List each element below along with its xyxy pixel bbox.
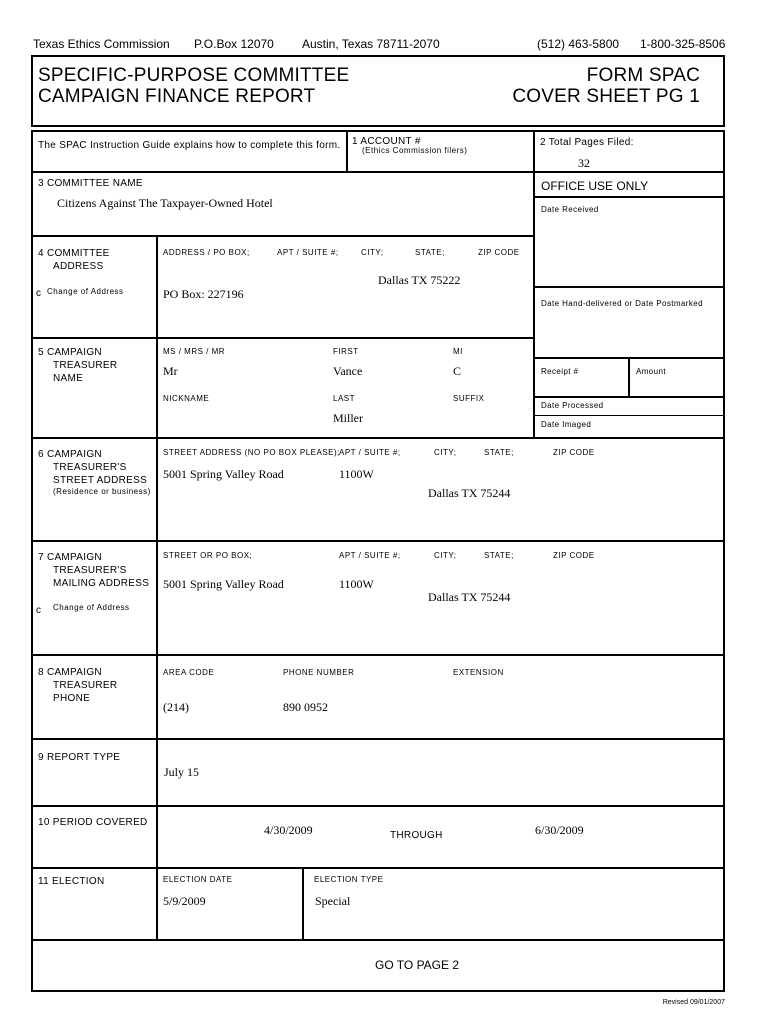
divider <box>31 540 725 542</box>
go-to-page-2: GO TO PAGE 2 <box>375 958 460 972</box>
report-type-value[interactable]: July 15 <box>164 765 200 779</box>
treasurer-last-value[interactable]: Miller <box>333 411 363 425</box>
divider <box>628 357 630 397</box>
date-imaged-label: Date Imaged <box>541 420 592 429</box>
street-address-label-2: TREASURER'S <box>53 462 127 473</box>
agency-city: Austin, Texas 78711-2070 <box>302 37 440 51</box>
street-apt-header: APT / SUITE #; <box>339 448 401 457</box>
change-address-label: Change of Address <box>47 287 124 296</box>
mailing-zip-header: ZIP CODE <box>553 551 595 560</box>
divider <box>533 130 535 172</box>
period-to-value[interactable]: 6/30/2009 <box>535 823 584 837</box>
mailing-street-value[interactable]: 5001 Spring Valley Road <box>163 577 284 591</box>
election-date-header: ELECTION DATE <box>163 875 233 884</box>
account-label: 1 ACCOUNT # <box>352 136 421 147</box>
zip-header: ZIP CODE <box>478 248 520 257</box>
street-zip-header: ZIP CODE <box>553 448 595 457</box>
state-header: STATE; <box>415 248 445 257</box>
area-code-value[interactable]: (214) <box>163 700 189 714</box>
amount-label: Amount <box>636 367 666 376</box>
through-label: THROUGH <box>390 830 443 841</box>
apt-header: APT / SUITE #; <box>277 248 339 257</box>
divider <box>31 235 533 237</box>
committee-address-label-2: ADDRESS <box>53 261 104 272</box>
instruction-text: The SPAC Instruction Guide explains how to complete this form. <box>38 140 341 151</box>
last-name-header: LAST <box>333 394 356 403</box>
address-header: ADDRESS / PO BOX; <box>163 248 250 257</box>
mailing-city-header: CITY; <box>434 551 457 560</box>
phone-label-2: TREASURER <box>53 680 118 691</box>
committee-name-value[interactable]: Citizens Against The Taxpayer-Owned Hotel <box>57 196 273 210</box>
divider <box>533 196 725 198</box>
divider <box>346 130 348 172</box>
divider <box>156 337 158 438</box>
account-sublabel: (Ethics Commission filers) <box>362 146 468 155</box>
divider <box>533 396 725 398</box>
election-type-value[interactable]: Special <box>315 894 351 908</box>
period-from-value[interactable]: 4/30/2009 <box>264 823 313 837</box>
street-apt-value[interactable]: 1100W <box>339 467 374 481</box>
report-title-line2: CAMPAIGN FINANCE REPORT <box>38 86 316 107</box>
phone-number-header: PHONE NUMBER <box>283 668 355 677</box>
agency-phone: (512) 463-5800 <box>537 37 620 51</box>
total-pages-label: 2 Total Pages Filed: <box>540 137 634 148</box>
treasurer-title-value[interactable]: Mr <box>163 364 178 378</box>
treasurer-name-label-3: NAME <box>53 373 84 384</box>
revised-date: Revised 09/01/2007 <box>662 999 725 1006</box>
mailing-apt-value[interactable]: 1100W <box>339 577 374 591</box>
first-name-header: FIRST <box>333 347 359 356</box>
committee-name-label: 3 COMMITTEE NAME <box>38 178 143 189</box>
divider <box>31 171 725 173</box>
date-processed-label: Date Processed <box>541 401 604 410</box>
phone-number-value[interactable]: 890 0952 <box>283 700 328 714</box>
treasurer-name-label: 5 CAMPAIGN <box>38 347 102 358</box>
form-frame <box>31 130 725 992</box>
mailing-city-state-zip[interactable]: Dallas TX 75244 <box>428 590 511 604</box>
divider <box>156 235 158 338</box>
divider <box>156 654 158 739</box>
committee-address-value[interactable]: PO Box: 227196 <box>163 287 244 301</box>
mailing-apt-header: APT / SUITE #; <box>339 551 401 560</box>
divider <box>533 415 725 416</box>
treasurer-mi-value[interactable]: C <box>453 364 462 378</box>
divider <box>31 654 725 656</box>
divider <box>156 540 158 655</box>
street-city-header: CITY; <box>434 448 457 457</box>
street-header: STREET ADDRESS (NO PO BOX PLEASE); <box>163 448 340 457</box>
agency-pobox: P.O.Box 12070 <box>194 37 274 51</box>
agency-name: Texas Ethics Commission <box>33 37 170 51</box>
divider <box>156 437 158 541</box>
form-page: COVER SHEET PG 1 <box>512 86 700 107</box>
agency-tollfree: 1-800-325-8506 <box>640 37 726 51</box>
election-type-header: ELECTION TYPE <box>314 875 384 884</box>
mailing-address-label-2: TREASURER'S <box>53 565 127 576</box>
election-date-value[interactable]: 5/9/2009 <box>163 894 206 908</box>
total-pages-value[interactable]: 32 <box>578 156 590 170</box>
divider <box>156 805 158 868</box>
title-header: MS / MRS / MR <box>163 347 226 356</box>
area-code-header: AREA CODE <box>163 668 215 677</box>
divider <box>31 939 725 941</box>
report-title-line1: SPECIFIC-PURPOSE COMMITTEE <box>38 65 350 86</box>
divider <box>31 867 725 869</box>
street-address-label: 6 CAMPAIGN <box>38 449 102 460</box>
committee-city-state-zip[interactable]: Dallas TX 75222 <box>378 273 461 287</box>
change-mailing-label: Change of Address <box>53 603 130 612</box>
divider <box>302 867 304 940</box>
street-address-note: (Residence or business) <box>53 487 151 496</box>
divider <box>156 867 158 940</box>
divider <box>156 738 158 806</box>
election-label: 11 ELECTION <box>38 876 105 887</box>
divider <box>533 286 725 288</box>
nickname-header: NICKNAME <box>163 394 210 403</box>
extension-header: EXTENSION <box>453 668 504 677</box>
receipt-label: Receipt # <box>541 367 579 376</box>
phone-label-3: PHONE <box>53 693 91 704</box>
form-name: FORM SPAC <box>586 65 700 86</box>
city-header: CITY; <box>361 248 384 257</box>
committee-address-label: 4 COMMITTEE <box>38 248 110 259</box>
mailing-address-label: 7 CAMPAIGN <box>38 552 102 563</box>
mailing-street-header: STREET OR PO BOX; <box>163 551 253 560</box>
phone-label: 8 CAMPAIGN <box>38 667 102 678</box>
divider <box>31 437 725 439</box>
mi-header: MI <box>453 347 463 356</box>
change-address-checkbox[interactable]: c <box>36 288 42 299</box>
street-state-header: STATE; <box>484 448 514 457</box>
office-use-title: OFFICE USE ONLY <box>541 179 649 193</box>
treasurer-name-label-2: TREASURER <box>53 360 118 371</box>
change-mailing-checkbox[interactable]: c <box>36 605 42 616</box>
street-address-label-3: STREET ADDRESS <box>53 475 148 486</box>
mailing-address-label-3: MAILING ADDRESS <box>53 578 150 589</box>
street-city-state-zip[interactable]: Dallas TX 75244 <box>428 486 511 500</box>
period-covered-label: 10 PERIOD COVERED <box>38 817 148 828</box>
suffix-header: SUFFIX <box>453 394 485 403</box>
mailing-state-header: STATE; <box>484 551 514 560</box>
report-type-label: 9 REPORT TYPE <box>38 752 121 763</box>
divider <box>31 337 533 339</box>
date-hand-delivered-label: Date Hand-delivered or Date Postmarked <box>541 299 703 308</box>
date-received-label: Date Received <box>541 205 599 214</box>
street-address-value[interactable]: 5001 Spring Valley Road <box>163 467 284 481</box>
divider <box>31 738 725 740</box>
divider <box>31 805 725 807</box>
treasurer-first-value[interactable]: Vance <box>333 364 363 378</box>
